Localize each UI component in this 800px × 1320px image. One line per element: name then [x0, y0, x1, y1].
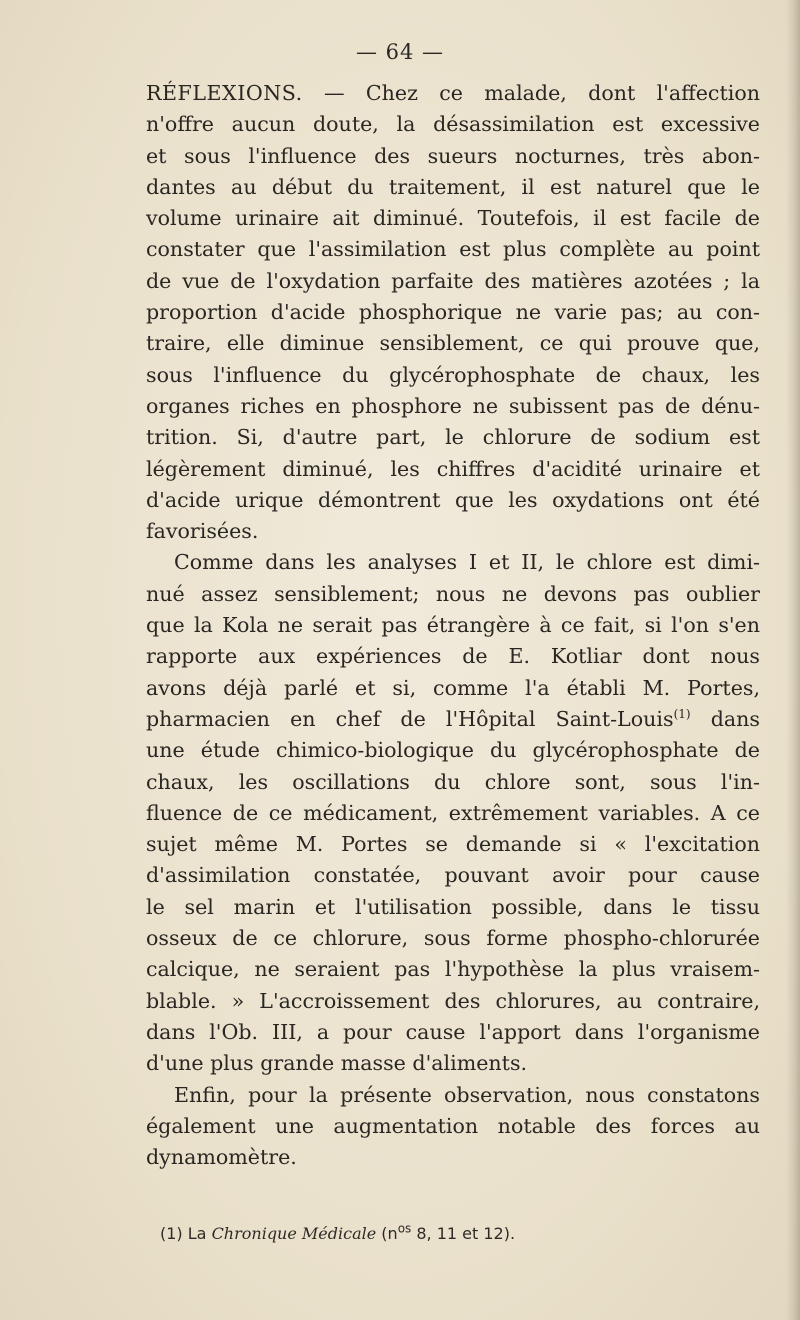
paragraph-line: dynamomètre. [146, 1145, 297, 1170]
paragraph-line: calcique, ne seraient pas l'hypothèse la plus vraisem- [146, 957, 760, 982]
paragraph-line: trition. Si, d'autre part, le chlorure de sodium est [146, 425, 760, 450]
paragraph-line: également une augmentation notable des forces au [146, 1113, 760, 1138]
paragraph-line: le sel marin et l'utilisation possible, dans le tissu [146, 894, 760, 919]
section-label: RÉFLEXIONS. [146, 81, 303, 105]
footnote-reference: (1) [673, 707, 691, 722]
paragraph-line: une étude chimico-biologique du glycérophosphate de [146, 738, 760, 763]
paragraph-line: rapporte aux expériences de E. Kotliar dont nous [146, 644, 760, 669]
paragraph-line: Enfin, pour la présente observation, nous constatons [174, 1082, 760, 1107]
paragraph-line: légèrement diminué, les chiffres d'acidité urinaire et [146, 456, 760, 481]
paragraph-line: fluence de ce médicament, extrêmement variables. A ce [146, 800, 760, 825]
paragraph-line: d'assimilation constatée, pouvant avoir pour cause [146, 863, 760, 888]
paragraph-line: proportion d'acide phosphorique ne varie pas; au con- [146, 300, 760, 325]
paragraph-line: favorisées. [146, 519, 259, 544]
paragraph-line: sujet même M. Portes se demande si « l'excitation [146, 832, 760, 857]
paragraph-line: pharmacien en chef de l'Hôpital Saint-Louis$^{(1)}$ dans [146, 706, 760, 731]
body-text [146, 78, 760, 1173]
paragraph-line: Comme dans les analyses I et II, le chlore est dimi- [174, 550, 760, 575]
paragraph-line: de vue de l'oxydation parfaite des matières azotées ; la [146, 268, 760, 293]
paragraph-line: d'une plus grande masse d'aliments. [146, 1051, 528, 1076]
paragraph-line: traire, elle diminue sensiblement, ce qui prouve que, [146, 331, 760, 356]
paragraph-line: volume urinaire ait diminué. Toutefois, il est facile de [146, 206, 760, 231]
paragraph-line: chaux, les oscillations du chlore sont, sous l'in- [146, 769, 760, 794]
footnote-source-title: Chronique Médicale [211, 1224, 377, 1243]
page-edge-shadow [786, 0, 800, 1320]
paragraph-line: dans l'Ob. III, a pour cause l'apport dans l'organisme [146, 1019, 760, 1044]
paragraph-line: dantes au début du traitement, il est naturel que le [146, 174, 760, 199]
paragraph-line: avons déjà parlé et si, comme l'a établi M. Portes, [146, 675, 760, 700]
paragraph-line: osseux de ce chlorure, sous forme phospho-chlorurée [146, 926, 760, 951]
paragraph-line: organes riches en phosphore ne subissent pas de dénu- [146, 393, 760, 418]
paragraph-line: constater que l'assimilation est plus complète au point [146, 237, 760, 262]
paragraph-line: blable. » L'accroissement des chlorures, au contraire, [146, 988, 760, 1013]
paragraph-line: d'acide urique démontrent que les oxydations ont été [146, 487, 760, 512]
paragraph-line: RÉFLEXIONS. — Chez ce malade, dont l'affection [146, 81, 760, 105]
paragraph-line: et sous l'influence des sueurs nocturnes, très abon- [146, 143, 760, 168]
footnote: (1) La Chronique Médicale ($n^{os}$ 8, 11 et 12). [160, 1221, 516, 1243]
page-number: — 64 — [355, 40, 445, 64]
paragraph-line: nué assez sensiblement; nous ne devons pas oublier [146, 581, 760, 606]
paragraph-line: sous l'influence du glycérophosphate de chaux, les [146, 362, 760, 387]
paragraph-line: que la Kola ne serait pas étrangère à ce fait, si l'on s'en [146, 613, 760, 638]
paragraph-line: n'offre aucun doute, la désassimilation est excessive [146, 112, 760, 137]
